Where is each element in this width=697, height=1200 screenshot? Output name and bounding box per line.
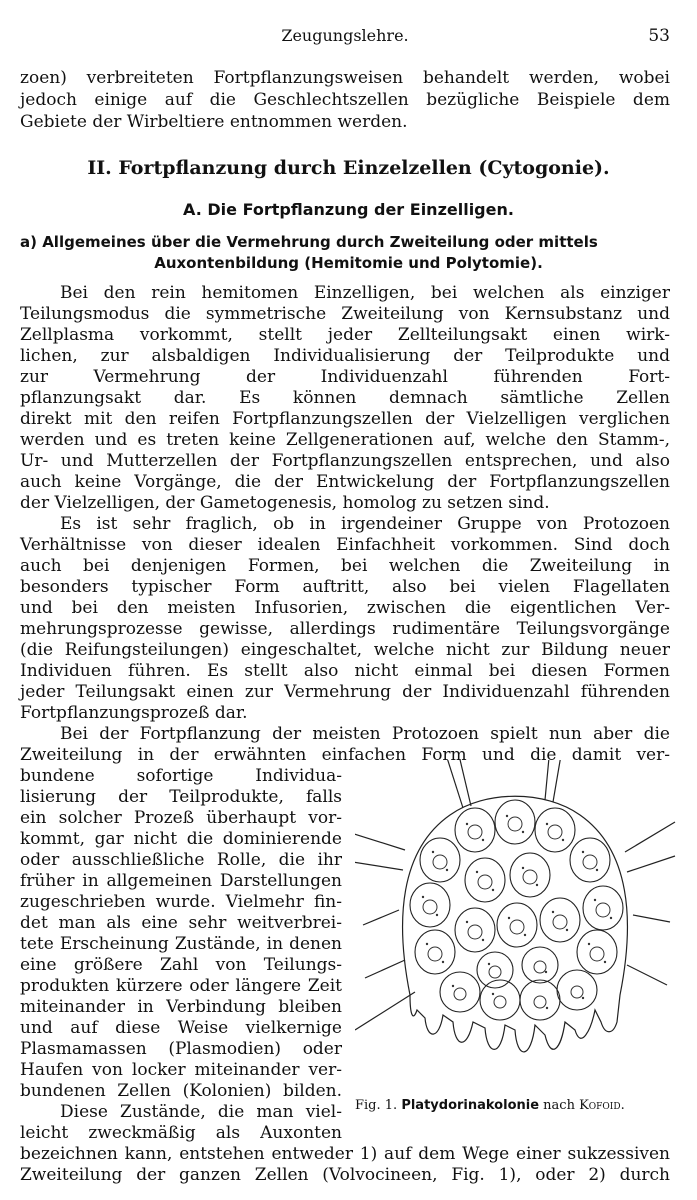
cell <box>583 886 623 930</box>
text-line: Verhältnisse von dieser idealen Einfachheit vorkommen. Sind doch <box>20 535 670 555</box>
flagellum-line <box>627 856 675 872</box>
text-line: auch bei denjenigen Formen, bei welchen die Zweiteilung in <box>20 556 670 576</box>
text-line: der Vielzelligen, der Gametogenesis, homolog zu setzen sind. <box>20 493 550 513</box>
text-line: bundene sofortige Individua- <box>20 766 342 786</box>
text-line: bundenen Zellen (Kolonien) bilden. <box>20 1081 342 1101</box>
cell-nucleus <box>510 920 524 934</box>
cell-nucleus <box>468 925 482 939</box>
text-line: Bei den rein hemitomen Einzelligen, bei welchen als einziger <box>60 283 670 303</box>
text-line: besonders typischer Form auftritt, also bei vielen Flagellaten <box>20 577 670 597</box>
flagellum-line <box>363 910 399 925</box>
text-line: lisierung der Teilprodukte, falls <box>20 787 342 807</box>
text-line: und bei den meisten Infusorien, zwischen die eigentlichen Ver- <box>20 598 670 618</box>
cell-nucleus <box>583 855 597 869</box>
text-line: direkt mit den reifen Fortpflanzungszellen der Vielzelligen verglichen <box>20 409 670 429</box>
text-line: kommt, gar nicht die dominierende <box>20 829 342 849</box>
text-line: leicht zweckmäßig als Auxonten <box>20 1123 342 1143</box>
text-line: Zellplasma vorkommt, stellt jeder Zellteilungsakt einen wirk- <box>20 325 670 345</box>
text-line: werden und es treten keine Zellgenerationen auf, welche den Stamm-, <box>20 430 670 450</box>
cell-nucleus <box>423 900 437 914</box>
cell-nucleus <box>553 915 567 929</box>
text-line: bezeichnen kann, entstehen entweder 1) auf dem Wege einer sukzessiven <box>20 1144 670 1164</box>
cell <box>520 980 560 1020</box>
cell <box>497 903 537 947</box>
caption-suffix: nach <box>543 1098 575 1113</box>
cell-nucleus <box>508 817 522 831</box>
cell-nucleus <box>571 986 583 998</box>
figure-caption <box>355 1098 677 1113</box>
flagellum-line <box>355 856 403 870</box>
text-line: Diese Zustände, die man viel- <box>60 1102 342 1122</box>
text-line: mehrungsprozesse gewisse, allerdings rudimentäre Teilungsvorgänge <box>20 619 670 639</box>
flagellum-line <box>365 960 405 978</box>
text-line: det man als eine sehr weitverbrei- <box>20 913 342 933</box>
cell <box>557 970 597 1010</box>
text-line: früher in allgemeinen Darstellungen <box>20 871 342 891</box>
paragraph-heading-line: a) Allgemeines über die Vermehrung durch Zweiteilung oder mittels <box>20 233 598 251</box>
running-head: Zeugungslehre. <box>281 26 409 45</box>
cell <box>415 930 455 974</box>
cell-nucleus <box>478 875 492 889</box>
text-line: pflanzungsakt dar. Es können demnach sämtliche Zellen <box>20 388 670 408</box>
cell-nucleus <box>523 870 537 884</box>
subsection-heading: A. Die Fortpflanzung der Einzelligen. <box>183 200 514 219</box>
cell <box>420 838 460 882</box>
page-number: 53 <box>648 26 670 46</box>
cell-nucleus <box>454 988 466 1000</box>
text-line: produkten kürzere oder längere Zeit <box>20 976 342 996</box>
cell <box>455 808 495 852</box>
cell <box>510 853 550 897</box>
cell <box>455 908 495 952</box>
text-line: zur Vermehrung der Individuenzahl führenden Fort- <box>20 367 670 387</box>
cell <box>522 947 558 983</box>
text-line: Es ist sehr fraglich, ob in irgendeiner Gruppe von Protozoen <box>60 514 670 534</box>
cell-nucleus <box>428 947 442 961</box>
text-line: ein solcher Prozeß überhaupt vor- <box>20 808 342 828</box>
cell-nucleus <box>433 855 447 869</box>
section-heading: II. Fortpflanzung durch Einzelzellen (Cytogonie). <box>87 157 610 179</box>
caption-title: Platydorinakolonie <box>401 1098 540 1113</box>
cell-nucleus <box>590 947 604 961</box>
text-line: jeder Teilungsakt einen zur Vermehrung der Individuenzahl führenden <box>20 682 670 702</box>
figure-platydorina-colony <box>355 760 677 1120</box>
text-line: und auf diese Weise vielkernige <box>20 1018 342 1038</box>
text-line: lichen, zur alsbaldigen Individualisierung der Teilprodukte und <box>20 346 670 366</box>
flagellum-line <box>627 965 667 985</box>
caption-author: Kofoid. <box>579 1098 625 1113</box>
paragraph-heading-line: Auxontenbildung (Hemitomie und Polytomie). <box>154 254 543 272</box>
cell-nucleus <box>548 825 562 839</box>
text-line: Gebiete der Wirbeltiere entnommen werden. <box>20 112 408 132</box>
flagellum-line <box>453 760 471 806</box>
text-line: zoen) verbreiteten Fortpflanzungsweisen behandelt werden, wobei <box>20 68 670 88</box>
flagellum-line <box>553 760 567 802</box>
text-line: oder ausschließliche Rolle, die ihr <box>20 850 342 870</box>
flagellum-line <box>633 915 670 922</box>
text-line: tete Erscheinung Zustände, in denen <box>20 934 342 954</box>
text-line: zugeschrieben wurde. Vielmehr fin- <box>20 892 342 912</box>
cell <box>540 898 580 942</box>
cell <box>410 883 450 927</box>
cell <box>495 800 535 844</box>
cell-nucleus <box>596 903 610 917</box>
text-line: Zweiteilung der ganzen Zellen (Volvocineen, Fig. 1), oder 2) durch <box>20 1165 670 1185</box>
flagellum-line <box>435 760 463 808</box>
text-line: Teilungsmodus die symmetrische Zweiteilung von Kernsubstanz und <box>20 304 670 324</box>
text-line: Bei der Fortpflanzung der meisten Protozoen spielt nun aber die <box>60 724 670 744</box>
text-line: auch keine Vorgänge, die der Entwickelung der Fortpflanzungszellen <box>20 472 670 492</box>
text-line: Fortpflanzungsprozeß dar. <box>20 703 248 723</box>
text-line: Plasmamassen (Plasmodien) oder <box>20 1039 342 1059</box>
cell <box>570 838 610 882</box>
text-line: (die Reifungsteilungen) eingeschaltet, welche nicht zur Bildung neuer <box>20 640 670 660</box>
text-line: Ur- und Mutterzellen der Fortpflanzungszellen entsprechen, und also <box>20 451 670 471</box>
flagellum-line <box>545 760 553 800</box>
text-line: eine größere Zahl von Teilungs- <box>20 955 342 975</box>
cell-nucleus <box>494 996 506 1008</box>
flagellum-line <box>355 992 415 1030</box>
cell-nucleus <box>489 966 501 978</box>
cell <box>440 972 480 1012</box>
cell <box>477 952 513 988</box>
caption-prefix: Fig. 1. <box>355 1098 398 1113</box>
text-line: Haufen von locker miteinander ver- <box>20 1060 342 1080</box>
colony-illustration <box>355 760 677 1096</box>
cell <box>465 858 505 902</box>
cell-nucleus <box>534 961 546 973</box>
flagellum-line <box>625 822 675 852</box>
text-line: Individuen führen. Es stellt also nicht einmal bei diesen Formen <box>20 661 670 681</box>
cell <box>535 808 575 852</box>
page-header <box>20 26 670 48</box>
text-line: Zweiteilung in der erwähnten einfachen Form und die damit ver- <box>20 745 670 765</box>
cell-nucleus <box>534 996 546 1008</box>
text-line: miteinander in Verbindung bleiben <box>20 997 342 1017</box>
cell <box>577 930 617 974</box>
text-line: jedoch einige auf die Geschlechtszellen bezügliche Beispiele dem <box>20 90 670 110</box>
flagellum-line <box>355 820 405 850</box>
cell-nucleus <box>468 825 482 839</box>
